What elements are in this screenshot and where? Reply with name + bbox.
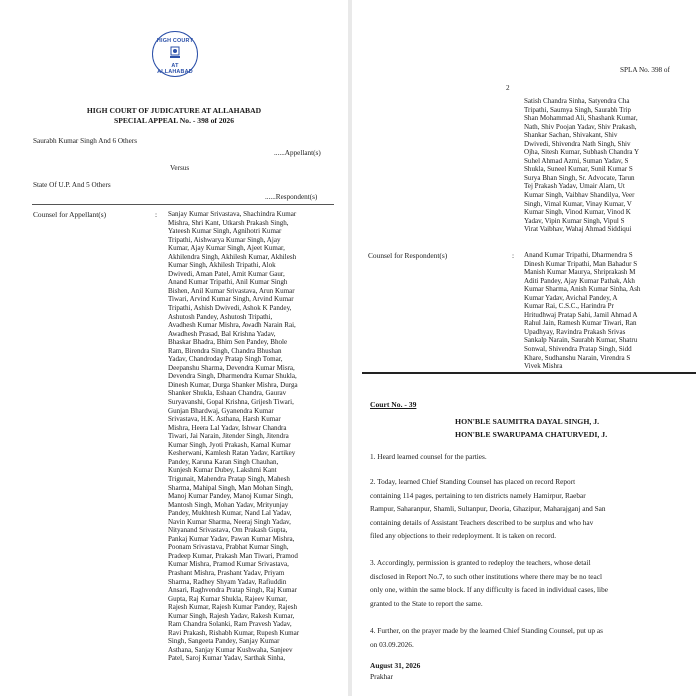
judge-1: HON'BLE SAUMITRA DAYAL SINGH, J. bbox=[455, 417, 600, 426]
counsel-line: Poonam Srivastava, Prabhat Kumar Singh, bbox=[168, 543, 289, 552]
counsel-line: Sharma, Radhey Shyam Yadav, Rafiuddin bbox=[168, 577, 287, 586]
paragraph-line: Rampur, Saharanpur, Shamli, Sultanpur, Deoria, Ghazipur, Maharajganj and San bbox=[370, 504, 606, 513]
counsel-line: Kumar, Ajay Kumar Singh, Ajeet Kumar, bbox=[168, 244, 285, 253]
counsel-line: Tripathi, Aishwarya Kumar Singh, Ajay bbox=[168, 235, 281, 244]
counsel-line: Kesherwani, Kamlesh Ratan Yadav, Kartikey bbox=[168, 449, 296, 458]
counsel-line: Dinesh Kumar, Durga Shanker Mishra, Durga bbox=[168, 380, 298, 389]
seal-top-text: HIGH COURT bbox=[156, 38, 194, 44]
counsel-line: Dwivedi, Shivendra Nath Singh, Shiv bbox=[524, 139, 631, 148]
counsel-line: Suhel Ahmad Azmi, Suman Yadav, S bbox=[524, 156, 629, 165]
respondent-counsel-line: Aditi Pandey, Ajay Kumar Pathak, Akh bbox=[524, 276, 635, 285]
paragraph-line: 4. Further, on the prayer made by the learned Chief Standing Counsel, put up as bbox=[370, 626, 603, 635]
counsel-line: Mantosh Singh, Mohan Yadav, Mrityunjay bbox=[168, 500, 289, 509]
appellant-counsel-list bbox=[168, 210, 330, 663]
counsel-line: Ram Chandra Solanki, Ram Pravesh Yadav, bbox=[168, 620, 292, 629]
court-title: HIGH COURT OF JUDICATURE AT ALLAHABAD bbox=[86, 106, 262, 115]
counsel-line: Kumar Singh, Akhilesh Tripathi, Alok bbox=[168, 261, 276, 270]
paragraph-line: filed any objections to their redeployment. It is taken on record. bbox=[370, 531, 557, 540]
counsel-line: Gunjan Bhardwaj, Gyanendra Kumar bbox=[168, 406, 274, 415]
counsel-line: Ram, Birendra Singh, Chandra Bhushan bbox=[168, 346, 282, 355]
court-number: Court No. - 39 bbox=[370, 400, 417, 409]
counsel-line: Mishra, Shri Kant, Utkarsh Prakash Singh, bbox=[168, 218, 289, 227]
order-para-4 bbox=[370, 624, 603, 651]
order-page-right bbox=[352, 0, 696, 696]
counsel-line: Kumar Singh, Jyoti Prakash, Kamal Kumar bbox=[168, 440, 291, 449]
counsel-line: Ansari, Raghvendra Pratap Singh, Raj Kumar bbox=[168, 586, 297, 595]
respondent-role: ......Respondent(s) bbox=[265, 193, 318, 201]
label-colon-2: : bbox=[512, 251, 515, 260]
counsel-line: Avadhesh Kumar Mishra, Awadh Narain Rai, bbox=[168, 321, 296, 330]
counsel-line: Singh, Vimal Kumar, Vinay Kumar, V bbox=[524, 199, 632, 208]
counsel-line: Manoj Kumar Pandey, Manoj Kumar Singh, bbox=[168, 492, 293, 501]
counsel-line: Yateesh Kumar Singh, Agnihotri Kumar bbox=[168, 227, 282, 236]
counsel-line: Pandey, Mukhtesh Kumar, Nand Lal Yadav, bbox=[168, 509, 292, 518]
paragraph-line: disclosed in Report No.7, to such other institutions where there may be no teacl bbox=[370, 571, 603, 581]
respondent-counsel-line: Hritudhwaj Pratap Sahi, Jamil Ahmad A bbox=[524, 310, 638, 319]
counsel-line: Nath, Shiv Poojan Yadav, Shiv Prakash, bbox=[524, 122, 637, 131]
counsel-line: Tripathi, Saumya Singh, Saurabh Trip bbox=[524, 105, 632, 114]
order-para-1: 1. Heard learned counsel for the parties. bbox=[370, 452, 487, 461]
counsel-line: Bishen, Anil Kumar Srivastava, Arun Kumar bbox=[168, 286, 295, 295]
counsel-line: Tripathi, Ashish Dwivedi, Ashok K Pandey, bbox=[168, 304, 292, 313]
respondent-counsel-line: Dinesh Kumar Tripathi, Man Bahadur S bbox=[524, 259, 638, 268]
counsel-line: Yadav, Vipin Kumar Singh, Vipul S bbox=[524, 216, 625, 225]
counsel-line: Mishra, Heera Lal Yadav, Ishwar Chandra bbox=[168, 423, 287, 432]
counsel-line: Devendra Singh, Dharmendra Kumar Shukla, bbox=[168, 372, 297, 381]
signer-name: Prakhar bbox=[370, 672, 393, 681]
counsel-line: Virat Vaibhav, Wahaj Ahmad Siddiqui bbox=[524, 225, 632, 234]
counsel-line: Ashutosh Pandey, Ashutosh Tripathi, bbox=[168, 312, 273, 321]
paragraph-line: 2. Today, learned Chief Standing Counsel has placed on record Report bbox=[370, 477, 576, 486]
emblem-icon bbox=[168, 45, 182, 61]
counsel-line: Patel, Saroj Kumar Yadav, Sarthak Sinha, bbox=[168, 654, 286, 663]
respondent-counsel-line: Sankalp Narain, Saurabh Kumar, Shatru bbox=[524, 336, 638, 345]
label-colon: : bbox=[155, 210, 158, 219]
counsel-line: Sharma, Mahipal Singh, Man Mohan Singh, bbox=[168, 483, 293, 492]
respondent-counsel-line: Sonwal, Shivendra Pratap Singh, Sidd bbox=[524, 345, 632, 354]
counsel-line: Shankar Sachan, Shivakant, Shiv bbox=[524, 131, 618, 140]
respondent-counsel-label: Counsel for Respondent(s) bbox=[368, 251, 448, 260]
counsel-line: Kumar Singh, Rajesh Yadav, Rakesh Kumar, bbox=[168, 611, 295, 620]
counsel-line: Yadav, Chandroday Pratap Singh Tomar, bbox=[168, 355, 283, 364]
counsel-line: Deepanshu Sharma, Devendra Kumar Misra, bbox=[168, 363, 295, 372]
judge-2: HON'BLE SWARUPAMA CHATURVEDI, J. bbox=[455, 430, 608, 439]
appellant-name: Saurabh Kumar Singh And 6 Others bbox=[33, 137, 138, 145]
versus-text: Versus bbox=[170, 164, 190, 172]
respondent-counsel-list bbox=[524, 251, 696, 371]
page-number: 2 bbox=[506, 84, 510, 92]
header-reference: SPLA No. 398 of bbox=[620, 66, 670, 74]
paragraph-line: on 03.09.2026. bbox=[370, 639, 414, 649]
counsel-line: Shan Mohammad Ali, Shashank Kumar, bbox=[524, 114, 638, 123]
respondent-counsel-line: Vivek Mishra bbox=[524, 362, 563, 371]
counsel-line: Asthana, Sanjay Kumar Kushwaha, Sanjeev bbox=[168, 645, 293, 654]
counsel-line: Bhaskar Bhadra, Bhim Sen Pandey, Bhole bbox=[168, 338, 288, 347]
counsel-line: Akhilendra Singh, Akhilesh Kumar, Akhilesh bbox=[168, 252, 297, 261]
divider-line bbox=[32, 204, 334, 205]
counsel-line: Pradeep Kumar, Prakash Man Tiwari, Pramod bbox=[168, 551, 298, 560]
counsel-line: Srivastava, H.K. Asthana, Harsh Kumar bbox=[168, 415, 281, 424]
counsel-line: Trigunait, Mahendra Pratap Singh, Mahesh bbox=[168, 474, 290, 483]
counsel-line: Shukla, Suneel Kumar, Sunil Kumar S bbox=[524, 165, 633, 174]
counsel-line: Awadhesh Prasad, Bal Krishna Yadav, bbox=[168, 329, 276, 338]
counsel-line: Pankaj Kumar Yadav, Pawan Kumar Mishra, bbox=[168, 534, 295, 543]
appellant-role: ......Appellant(s) bbox=[274, 149, 321, 157]
appellant-counsel-label: Counsel for Appellant(s) bbox=[33, 210, 107, 219]
appellant-counsel-continued bbox=[524, 97, 696, 234]
counsel-line: Suryavanshi, Gopal Krishna, Grijesh Tiwari, bbox=[168, 398, 294, 407]
counsel-line: Nityanand Srivastava, Om Prakash Gupta, bbox=[168, 526, 288, 535]
respondent-counsel-line: Upadhyay, Ravindra Prakash Srivas bbox=[524, 327, 626, 336]
respondent-counsel-line: Kumar Sharma, Anish Kumar Sinha, Ash bbox=[524, 285, 641, 294]
respondent-counsel-line: Anand Kumar Tripathi, Dharmendra S bbox=[524, 251, 633, 259]
counsel-line: Anand Kumar Tripathi, Anil Kumar Singh bbox=[168, 278, 288, 287]
counsel-line: Surya Bhan Singh, Sr. Advocate, Tarun bbox=[524, 173, 635, 182]
counsel-line: Tiwari, Arvind Kumar Singh, Arvind Kumar bbox=[168, 295, 294, 304]
counsel-line: Kunjesh Kumar Dubey, Lakshmi Kant bbox=[168, 466, 277, 475]
paragraph-line: granted to the State to report the same. bbox=[370, 598, 483, 608]
counsel-line: Prashant Mishra, Prashant Yadav, Priyam bbox=[168, 568, 285, 577]
counsel-line: Dwivedi, Aman Patel, Amit Kumar Gaur, bbox=[168, 269, 285, 278]
paragraph-line: only one, within the same block. If any difficulty is faced in individual cases, libe bbox=[370, 585, 608, 594]
counsel-line: Tej Prakash Yadav, Umair Alam, Ut bbox=[524, 182, 625, 191]
counsel-line: Ojha, Sitesh Kumar, Subhash Chandra Y bbox=[524, 148, 640, 157]
counsel-line: Ravi Prakash, Rishabh Kumar, Rupesh Kumar bbox=[168, 628, 300, 637]
counsel-line: Rajesh Kumar, Rajesh Kumar Pandey, Rajesh bbox=[168, 603, 298, 612]
counsel-line: Kumar Singh, Vinod Kumar, Vinod K bbox=[524, 208, 631, 217]
counsel-line: Pandey, Karuna Karan Singh Chauhan, bbox=[168, 457, 279, 466]
respondent-counsel-line: Kumar Rai, C.S.C., Harindra Pr bbox=[524, 302, 614, 311]
section-divider bbox=[362, 372, 696, 374]
paragraph-line: 3. Accordingly, permission is granted to redeploy the teachers, whose detail bbox=[370, 558, 591, 567]
order-date: August 31, 2026 bbox=[370, 661, 421, 670]
counsel-line: Kumar Mishra, Pramod Kumar Srivastava, bbox=[168, 560, 289, 569]
order-para-2 bbox=[370, 475, 606, 543]
respondent-name: State Of U.P. And 5 Others bbox=[33, 181, 111, 189]
counsel-line: Sanjay Kumar Srivastava, Shachindra Kumar bbox=[168, 210, 297, 218]
seal-bottom-text: AT ALLAHABAD bbox=[157, 63, 193, 75]
respondent-counsel-line: Manish Kumar Maurya, Shriprakash M bbox=[524, 268, 636, 277]
court-seal bbox=[152, 31, 198, 77]
counsel-line: Kumar Singh, Vaibhav Shandilya, Veer bbox=[524, 191, 635, 200]
counsel-line: Satish Chandra Sinha, Satyendra Cha bbox=[524, 97, 630, 105]
order-para-3 bbox=[370, 556, 608, 610]
counsel-line: Navin Kumar Sharma, Neeraj Singh Yadav, bbox=[168, 517, 291, 526]
respondent-counsel-line: Khare, Sudhanshu Narain, Virendra S bbox=[524, 353, 631, 362]
paragraph-line: containing 114 pages, pertaining to ten districts namely Hamirpur, Raebar bbox=[370, 490, 586, 500]
case-title: SPECIAL APPEAL No. - 398 of 2026 bbox=[113, 116, 235, 125]
counsel-line: Singh, Sangeeta Pandey, Sanjay Kumar bbox=[168, 637, 280, 646]
counsel-line: Gupta, Raj Kumar Shukla, Rajeev Kumar, bbox=[168, 594, 288, 603]
respondent-counsel-line: Kumar Yadav, Avichal Pandey, A bbox=[524, 293, 618, 302]
paragraph-line: containing details of Assistant Teachers described to be surplus and who hav bbox=[370, 517, 594, 527]
respondent-counsel-line: Rahul Jain, Ramesh Kumar Tiwari, Ran bbox=[524, 319, 637, 328]
counsel-line: Shanker Shukla, Eshaan Chandra, Gaurav bbox=[168, 389, 287, 398]
counsel-line: Tiwari, Jai Narain, Jitender Singh, Jitendra bbox=[168, 432, 289, 441]
